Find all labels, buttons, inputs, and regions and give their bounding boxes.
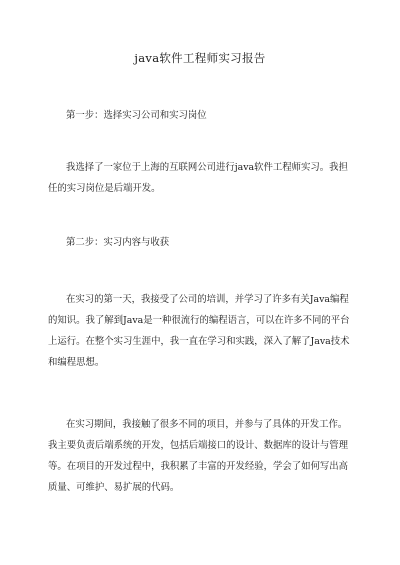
paragraph-line: 的知识。我了解到Java是一种很流行的编程语言，可以在许多不同的平台 bbox=[48, 315, 350, 326]
step2-heading: 第二步：实习内容与收获 bbox=[66, 237, 170, 248]
paragraph-1 bbox=[48, 157, 352, 199]
paragraph-line: 我主要负责后端系统的开发，包括后端接口的设计、数据库的设计与管理 bbox=[48, 440, 349, 451]
paragraph-line: 在实习期间，我接触了很多不同的项目，并参与了具体的开发工作。 bbox=[66, 419, 348, 430]
paragraph-line: 上运行。在整个实习生涯中，我一直在学习和实践，深入了解了Java技术 bbox=[48, 336, 350, 347]
paragraph-line: 在实习的第一天，我接受了公司的培训，并学习了许多有关Java编程 bbox=[66, 294, 349, 305]
paragraph-3 bbox=[48, 414, 352, 498]
paragraph-line: 质量、可维护、易扩展的代码。 bbox=[48, 482, 180, 493]
paragraph-line: 等。在项目的开发过程中，我积累了丰富的开发经验，学会了如何写出高 bbox=[48, 461, 349, 472]
paragraph-line: 和编程思想。 bbox=[48, 357, 105, 368]
document-title: java软件工程师实习报告 bbox=[134, 51, 266, 65]
paragraph-line: 我选择了一家位于上海的互联网公司进行java软件工程师实习。我担 bbox=[66, 162, 348, 173]
paragraph-2 bbox=[48, 289, 352, 373]
step1-heading: 第一步：选择实习公司和实习岗位 bbox=[66, 110, 207, 121]
paragraph-line: 任的实习岗位是后端开发。 bbox=[48, 183, 161, 194]
